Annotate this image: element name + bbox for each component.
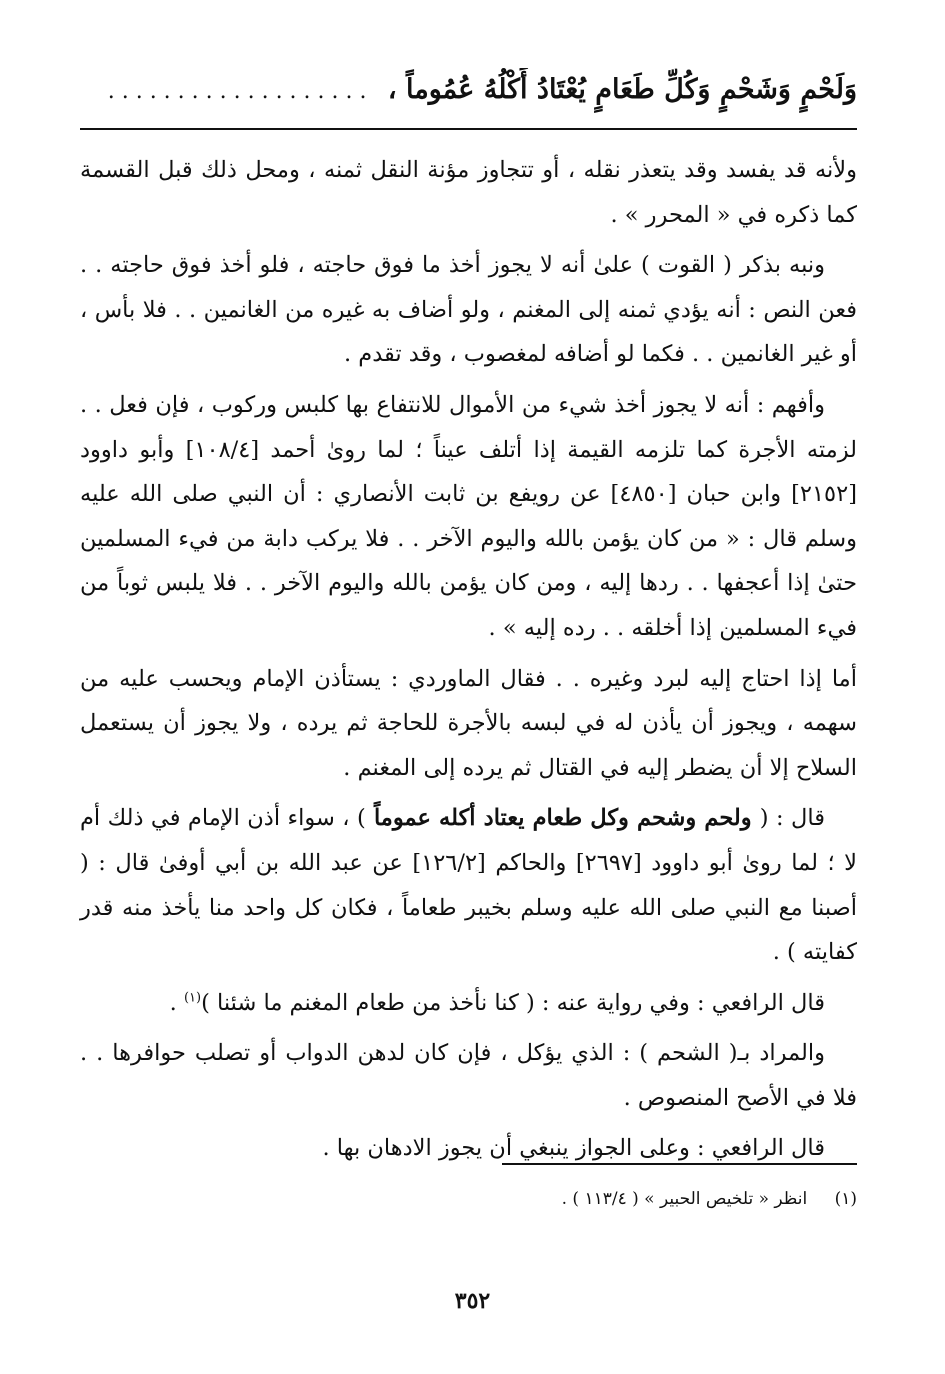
paragraph-5-start: قال : ( bbox=[759, 805, 826, 832]
paragraph-7: والمراد بـ( الشحم ) : الذي يؤكل ، فإن كان لدهن الدواب أو تصلب حوافرها . . فلا في الأصح المنصوص . bbox=[80, 1040, 857, 1111]
footnote-text: انظر « تلخيص الحبير » ( ١١٣/٤ ) . bbox=[561, 1189, 808, 1209]
footnote-number: (١) bbox=[834, 1189, 857, 1209]
matn-quote: ولحم وشحم وكل طعام يعتاد أكله عموماً bbox=[365, 805, 760, 832]
paragraph-4: أما إذا احتاج إليه لبرد وغيره . . فقال الماوردي : يستأذن الإمام ويحسب عليه من سهمه ، ويجوز أن يأذن له في لبسه بالأجرة للحاجة ثم يرده ، ولا يجوز أن يستعمل السلاح إلا أن يضطر إليه في القتال ثم يرده إلى المغنم . bbox=[80, 665, 857, 781]
paragraph-5 bbox=[80, 796, 857, 974]
header-rule bbox=[80, 128, 857, 130]
paragraph-6-end: . bbox=[169, 989, 184, 1016]
paragraph-2: ونبه بذكر ( القوت ) علىٰ أنه لا يجوز أخذ ما فوق حاجته ، فلو أخذ فوق حاجته . . فعن النص : أنه يؤدي ثمنه إلى المغنم ، ولو أضاف به غيره من الغانمين . . فلا بأس ، أو غير الغانمين . . فكما لو أضافه لمغصوب ، وقد تقدم . bbox=[80, 252, 857, 368]
paragraph-8: قال الرافعي : وعلى الجواز ينبغي أن يجوز الادهان بها . bbox=[322, 1135, 825, 1162]
paragraph-3: وأفهم : أنه لا يجوز أخذ شيء من الأموال للانتفاع بها كلبس وركوب ، فإن فعل . . لزمته الأجرة كما تلزمه القيمة إذا أتلف عيناً ؛ لما روىٰ أحمد [١٠٨/٤] وأبو داوود [٢١٥٢] وابن حبان [٤٨٥٠] عن رويفع بن ثابت الأنصاري : أن النبي صلى الله عليه وسلم قال : « من كان يؤمن بالله واليوم الآخر . . فلا يركب دابة من فيء المسلمين حتىٰ إذا أعجفها . . ردها إليه ، ومن كان يؤمن بالله واليوم الآخر . . فلا يلبس ثوباً من فيء المسلمين إذا أخلقه . . رده إليه » . bbox=[80, 391, 858, 641]
page-body bbox=[80, 148, 857, 1177]
footnote-rule bbox=[502, 1163, 857, 1165]
footnote bbox=[80, 1184, 857, 1214]
page-number: ٣٥٢ bbox=[454, 1288, 491, 1314]
paragraph-5-rest: ) ، سواء أذن الإمام في ذلك أم لا ؛ لما روىٰ أبو داوود [٢٦٩٧] والحاكم [١٢٦/٢] عن عبد الله بن أبي أوفىٰ قال : ( أصبنا مع النبي صلى الله عليه وسلم بخيبر طعاماً ، فكان كل واحد منا يأخذ منه قدر كفايته ) . bbox=[80, 805, 857, 966]
paragraph-6 bbox=[80, 981, 857, 1026]
footnote-reference[interactable]: (١) bbox=[183, 990, 202, 1006]
header-title: وَلَحْمٍ وَشَحْمٍ وَكُلِّ طَعَامٍ يُعْتَادُ أَكْلُهُ عُمُوماً ، bbox=[387, 74, 857, 105]
paragraph-6-text: قال الرافعي : وفي رواية عنه : ( كنا نأخذ من طعام المغنم ما شئنا ) bbox=[201, 989, 825, 1016]
paragraph-1: ولأنه قد يفسد وقد يتعذر نقله ، أو تتجاوز مؤنة النقل ثمنه ، ومحل ذلك قبل القسمة كما ذكره في « المحرر » . bbox=[80, 157, 857, 228]
header-dots: . . . . . . . . . . . . . . . . . . . bbox=[107, 79, 367, 104]
running-header bbox=[80, 68, 857, 114]
